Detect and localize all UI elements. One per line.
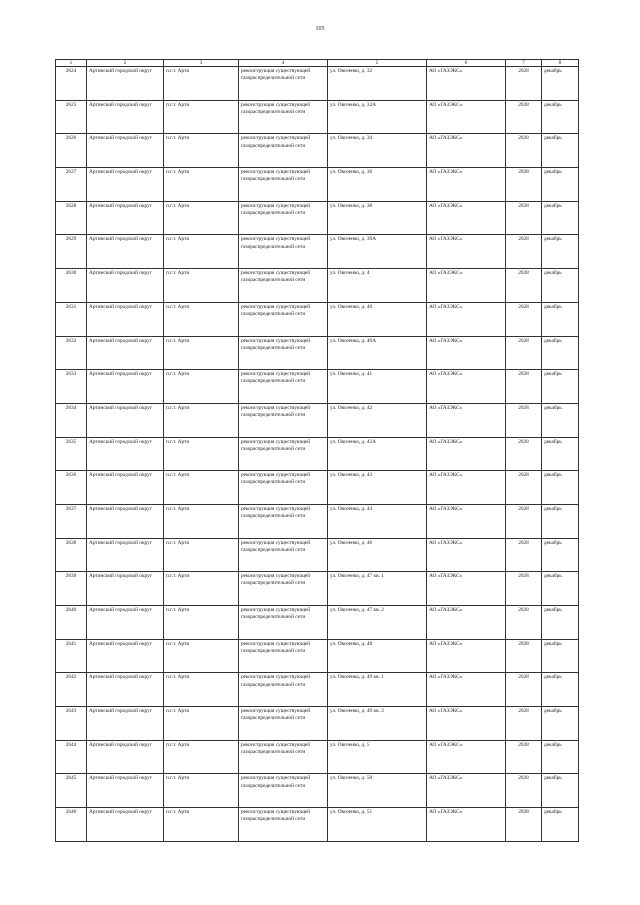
table-row — [56, 471, 579, 505]
table-row — [56, 235, 579, 269]
month-cell: декабрь — [542, 168, 579, 202]
organization-cell: АО «ГАЗЭКС» — [427, 269, 506, 303]
row-number-cell: 2636 — [56, 471, 87, 505]
organization-cell: АО «ГАЗЭКС» — [427, 235, 506, 269]
row-number-cell: 2641 — [56, 639, 87, 673]
column-header: 2 — [87, 60, 164, 67]
table-row — [56, 572, 579, 606]
month-cell: декабрь — [542, 504, 579, 538]
organization-cell: АО «ГАЗЭКС» — [427, 336, 506, 370]
row-number-cell: 2629 — [56, 235, 87, 269]
month-cell: декабрь — [542, 471, 579, 505]
organization-cell: АО «ГАЗЭКС» — [427, 437, 506, 471]
municipality-cell: Артинский городской округ — [87, 336, 164, 370]
column-header: 6 — [427, 60, 506, 67]
address-cell: ул. Овсеенко, д. 43 — [328, 471, 427, 505]
work-type-cell: реконструкция существующей газораспределительной сети — [239, 673, 328, 707]
settlement-cell: п.г.т. Арти — [164, 538, 239, 572]
work-type-cell: реконструкция существующей газораспределительной сети — [239, 67, 328, 101]
year-cell: 2028 — [506, 201, 542, 235]
work-type-cell: реконструкция существующей газораспределительной сети — [239, 572, 328, 606]
work-type-cell: реконструкция существующей газораспределительной сети — [239, 471, 328, 505]
row-number-cell: 2627 — [56, 168, 87, 202]
month-cell: декабрь — [542, 707, 579, 741]
settlement-cell: п.г.т. Арти — [164, 302, 239, 336]
settlement-cell: п.г.т. Арти — [164, 437, 239, 471]
municipality-cell: Артинский городской округ — [87, 201, 164, 235]
table-row — [56, 437, 579, 471]
row-number-cell: 2628 — [56, 201, 87, 235]
settlement-cell: п.г.т. Арти — [164, 774, 239, 808]
address-cell: ул. Овсеенко, д. 40А — [328, 336, 427, 370]
municipality-cell: Артинский городской округ — [87, 235, 164, 269]
year-cell: 2028 — [506, 269, 542, 303]
month-cell: декабрь — [542, 370, 579, 404]
settlement-cell: п.г.т. Арти — [164, 471, 239, 505]
organization-cell: АО «ГАЗЭКС» — [427, 606, 506, 640]
row-number-cell: 2634 — [56, 403, 87, 437]
year-cell: 2028 — [506, 572, 542, 606]
row-number-cell: 2635 — [56, 437, 87, 471]
work-type-cell: реконструкция существующей газораспределительной сети — [239, 100, 328, 134]
month-cell: декабрь — [542, 100, 579, 134]
month-cell: декабрь — [542, 302, 579, 336]
row-number-cell: 2625 — [56, 100, 87, 134]
municipality-cell: Артинский городской округ — [87, 606, 164, 640]
year-cell: 2028 — [506, 639, 542, 673]
address-cell: ул. Овсеенко, д. 47 кв. 2 — [328, 606, 427, 640]
month-cell: декабрь — [542, 269, 579, 303]
work-type-cell: реконструкция существующей газораспределительной сети — [239, 504, 328, 538]
organization-cell: АО «ГАЗЭКС» — [427, 100, 506, 134]
table-row — [56, 201, 579, 235]
settlement-cell: п.г.т. Арти — [164, 606, 239, 640]
municipality-cell: Артинский городской округ — [87, 707, 164, 741]
year-cell: 2028 — [506, 235, 542, 269]
row-number-cell: 2645 — [56, 774, 87, 808]
municipality-cell: Артинский городской округ — [87, 269, 164, 303]
address-cell: ул. Овсеенко, д. 36 — [328, 168, 427, 202]
table-row — [56, 774, 579, 808]
year-cell: 2028 — [506, 538, 542, 572]
organization-cell: АО «ГАЗЭКС» — [427, 201, 506, 235]
month-cell: декабрь — [542, 437, 579, 471]
municipality-cell: Артинский городской округ — [87, 403, 164, 437]
table-row — [56, 67, 579, 101]
month-cell: декабрь — [542, 336, 579, 370]
municipality-cell: Артинский городской округ — [87, 302, 164, 336]
month-cell: декабрь — [542, 639, 579, 673]
table-row — [56, 336, 579, 370]
year-cell: 2028 — [506, 403, 542, 437]
address-cell: ул. Овсеенко, д. 41 — [328, 370, 427, 404]
settlement-cell: п.г.т. Арти — [164, 808, 239, 842]
work-type-cell: реконструкция существующей газораспределительной сети — [239, 437, 328, 471]
organization-cell: АО «ГАЗЭКС» — [427, 639, 506, 673]
address-cell: ул. Овсеенко, д. 40 — [328, 302, 427, 336]
work-type-cell: реконструкция существующей газораспределительной сети — [239, 235, 328, 269]
settlement-cell: п.г.т. Арти — [164, 740, 239, 774]
address-cell: ул. Овсеенко, д. 47 кв. 1 — [328, 572, 427, 606]
settlement-cell: п.г.т. Арти — [164, 403, 239, 437]
table-row — [56, 707, 579, 741]
month-cell: декабрь — [542, 201, 579, 235]
address-cell: ул. Овсеенко, д. 44 — [328, 504, 427, 538]
organization-cell: АО «ГАЗЭКС» — [427, 302, 506, 336]
row-number-cell: 2644 — [56, 740, 87, 774]
table-row — [56, 370, 579, 404]
year-cell: 2028 — [506, 100, 542, 134]
year-cell: 2028 — [506, 707, 542, 741]
work-type-cell: реконструкция существующей газораспределительной сети — [239, 707, 328, 741]
table-row — [56, 168, 579, 202]
table-row — [56, 134, 579, 168]
year-cell: 2028 — [506, 67, 542, 101]
row-number-cell: 2626 — [56, 134, 87, 168]
work-type-cell: реконструкция существующей газораспределительной сети — [239, 336, 328, 370]
address-cell: ул. Овсеенко, д. 39А — [328, 235, 427, 269]
work-type-cell: реконструкция существующей газораспределительной сети — [239, 774, 328, 808]
settlement-cell: п.г.т. Арти — [164, 269, 239, 303]
table-row — [56, 538, 579, 572]
year-cell: 2028 — [506, 437, 542, 471]
year-cell: 2028 — [506, 808, 542, 842]
settlement-cell: п.г.т. Арти — [164, 134, 239, 168]
row-number-cell: 2642 — [56, 673, 87, 707]
municipality-cell: Артинский городской округ — [87, 504, 164, 538]
year-cell: 2028 — [506, 606, 542, 640]
month-cell: декабрь — [542, 774, 579, 808]
row-number-cell: 2639 — [56, 572, 87, 606]
organization-cell: АО «ГАЗЭКС» — [427, 471, 506, 505]
municipality-cell: Артинский городской округ — [87, 134, 164, 168]
settlement-cell: п.г.т. Арти — [164, 639, 239, 673]
address-cell: ул. Овсеенко, д. 49 кв. 1 — [328, 673, 427, 707]
work-type-cell: реконструкция существующей газораспределительной сети — [239, 606, 328, 640]
settlement-cell: п.г.т. Арти — [164, 572, 239, 606]
work-type-cell: реконструкция существующей газораспределительной сети — [239, 639, 328, 673]
work-type-cell: реконструкция существующей газораспределительной сети — [239, 538, 328, 572]
address-cell: ул. Овсеенко, д. 46 — [328, 538, 427, 572]
table-row — [56, 269, 579, 303]
column-header: 3 — [164, 60, 239, 67]
work-type-cell: реконструкция существующей газораспределительной сети — [239, 370, 328, 404]
table-row — [56, 639, 579, 673]
address-cell: ул. Овсеенко, д. 42 — [328, 403, 427, 437]
municipality-cell: Артинский городской округ — [87, 168, 164, 202]
work-type-cell: реконструкция существующей газораспределительной сети — [239, 201, 328, 235]
organization-cell: АО «ГАЗЭКС» — [427, 673, 506, 707]
organization-cell: АО «ГАЗЭКС» — [427, 774, 506, 808]
column-header: 8 — [542, 60, 579, 67]
row-number-cell: 2633 — [56, 370, 87, 404]
address-cell: ул. Овсеенко, д. 49 кв. 2 — [328, 707, 427, 741]
municipality-cell: Артинский городской округ — [87, 572, 164, 606]
organization-cell: АО «ГАЗЭКС» — [427, 707, 506, 741]
organization-cell: АО «ГАЗЭКС» — [427, 504, 506, 538]
settlement-cell: п.г.т. Арти — [164, 707, 239, 741]
page-number: 105 — [315, 26, 325, 32]
settlement-cell: п.г.т. Арти — [164, 100, 239, 134]
settlement-cell: п.г.т. Арти — [164, 673, 239, 707]
row-number-cell: 2640 — [56, 606, 87, 640]
month-cell: декабрь — [542, 67, 579, 101]
year-cell: 2028 — [506, 168, 542, 202]
month-cell: декабрь — [542, 134, 579, 168]
settlement-cell: п.г.т. Арти — [164, 504, 239, 538]
row-number-cell: 2646 — [56, 808, 87, 842]
organization-cell: АО «ГАЗЭКС» — [427, 370, 506, 404]
settlement-cell: п.г.т. Арти — [164, 336, 239, 370]
year-cell: 2028 — [506, 370, 542, 404]
month-cell: декабрь — [542, 808, 579, 842]
row-number-cell: 2643 — [56, 707, 87, 741]
row-number-cell: 2638 — [56, 538, 87, 572]
settlement-cell: п.г.т. Арти — [164, 168, 239, 202]
address-cell: ул. Овсеенко, д. 38 — [328, 201, 427, 235]
organization-cell: АО «ГАЗЭКС» — [427, 67, 506, 101]
table-header-row — [56, 60, 579, 67]
organization-cell: АО «ГАЗЭКС» — [427, 538, 506, 572]
year-cell: 2028 — [506, 740, 542, 774]
work-type-cell: реконструкция существующей газораспределительной сети — [239, 808, 328, 842]
work-type-cell: реконструкция существующей газораспределительной сети — [239, 168, 328, 202]
address-cell: ул. Овсеенко, д. 42А — [328, 437, 427, 471]
year-cell: 2028 — [506, 504, 542, 538]
table-row — [56, 504, 579, 538]
month-cell: декабрь — [542, 606, 579, 640]
address-cell: ул. Овсеенко, д. 4 — [328, 269, 427, 303]
municipality-cell: Артинский городской округ — [87, 808, 164, 842]
address-cell: ул. Овсеенко, д. 32 — [328, 67, 427, 101]
data-table — [55, 59, 579, 842]
work-type-cell: реконструкция существующей газораспределительной сети — [239, 134, 328, 168]
column-header: 7 — [506, 60, 542, 67]
table-row — [56, 302, 579, 336]
work-type-cell: реконструкция существующей газораспределительной сети — [239, 740, 328, 774]
month-cell: декабрь — [542, 538, 579, 572]
table-row — [56, 403, 579, 437]
row-number-cell: 2631 — [56, 302, 87, 336]
address-cell: ул. Овсеенко, д. 5 — [328, 740, 427, 774]
month-cell: декабрь — [542, 403, 579, 437]
municipality-cell: Артинский городской округ — [87, 370, 164, 404]
organization-cell: АО «ГАЗЭКС» — [427, 572, 506, 606]
column-header: 1 — [56, 60, 87, 67]
year-cell: 2028 — [506, 471, 542, 505]
address-cell: ул. Овсеенко, д. 50 — [328, 774, 427, 808]
year-cell: 2028 — [506, 302, 542, 336]
address-cell: ул. Овсеенко, д. 34 — [328, 134, 427, 168]
month-cell: декабрь — [542, 572, 579, 606]
organization-cell: АО «ГАЗЭКС» — [427, 168, 506, 202]
municipality-cell: Артинский городской округ — [87, 471, 164, 505]
organization-cell: АО «ГАЗЭКС» — [427, 134, 506, 168]
table-row — [56, 100, 579, 134]
month-cell: декабрь — [542, 740, 579, 774]
address-cell: ул. Овсеенко, д. 48 — [328, 639, 427, 673]
table-row — [56, 673, 579, 707]
table-body — [56, 67, 579, 842]
table-row — [56, 808, 579, 842]
organization-cell: АО «ГАЗЭКС» — [427, 403, 506, 437]
month-cell: декабрь — [542, 235, 579, 269]
organization-cell: АО «ГАЗЭКС» — [427, 740, 506, 774]
municipality-cell: Артинский городской округ — [87, 437, 164, 471]
table-row — [56, 606, 579, 640]
year-cell: 2028 — [506, 336, 542, 370]
settlement-cell: п.г.т. Арти — [164, 370, 239, 404]
row-number-cell: 2624 — [56, 67, 87, 101]
municipality-cell: Артинский городской округ — [87, 100, 164, 134]
work-type-cell: реконструкция существующей газораспределительной сети — [239, 269, 328, 303]
municipality-cell: Артинский городской округ — [87, 639, 164, 673]
row-number-cell: 2630 — [56, 269, 87, 303]
table-row — [56, 740, 579, 774]
month-cell: декабрь — [542, 673, 579, 707]
year-cell: 2028 — [506, 134, 542, 168]
column-header: 4 — [239, 60, 328, 67]
year-cell: 2028 — [506, 673, 542, 707]
work-type-cell: реконструкция существующей газораспределительной сети — [239, 403, 328, 437]
column-header: 5 — [328, 60, 427, 67]
municipality-cell: Артинский городской округ — [87, 538, 164, 572]
municipality-cell: Артинский городской округ — [87, 67, 164, 101]
row-number-cell: 2632 — [56, 336, 87, 370]
address-cell: ул. Овсеенко, д. 32А — [328, 100, 427, 134]
row-number-cell: 2637 — [56, 504, 87, 538]
organization-cell: АО «ГАЗЭКС» — [427, 808, 506, 842]
settlement-cell: п.г.т. Арти — [164, 201, 239, 235]
municipality-cell: Артинский городской округ — [87, 673, 164, 707]
address-cell: ул. Овсеенко, д. 51 — [328, 808, 427, 842]
settlement-cell: п.г.т. Арти — [164, 67, 239, 101]
settlement-cell: п.г.т. Арти — [164, 235, 239, 269]
municipality-cell: Артинский городской округ — [87, 740, 164, 774]
municipality-cell: Артинский городской округ — [87, 774, 164, 808]
year-cell: 2028 — [506, 774, 542, 808]
work-type-cell: реконструкция существующей газораспределительной сети — [239, 302, 328, 336]
